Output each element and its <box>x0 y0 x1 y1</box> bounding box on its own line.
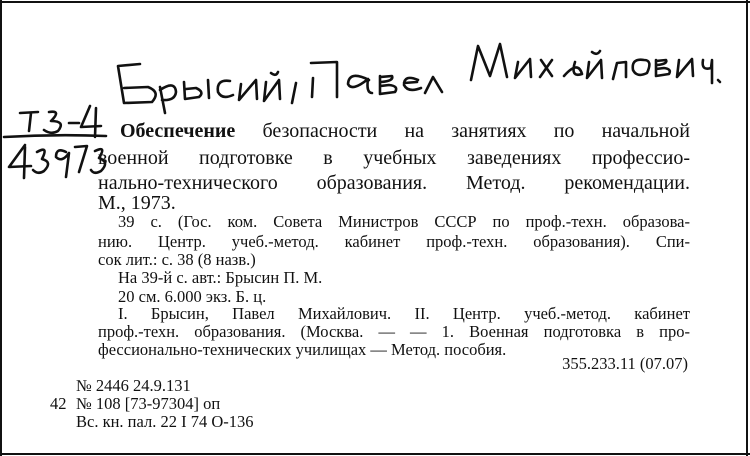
order-line: № 108 [73-97304] оп <box>76 394 221 413</box>
publication-line-1: 39 с. (Гос. ком. Совета Министров СССР по проф.-техн. образова- <box>118 212 690 231</box>
title-line-1 <box>120 118 690 144</box>
printing-line: Вс. кн. пал. 22 I 74 О-136 <box>76 412 254 431</box>
handwritten-author-name <box>118 44 720 113</box>
publication-line-2: нию. Центр. учеб.-метод. кабинет проф.-техн. образования). Спи- <box>98 232 690 251</box>
title-line-2: военной подготовке в учебных заведениях профессио- <box>98 147 690 169</box>
format-line: 20 см. 6.000 экз. Б. ц. <box>118 287 267 306</box>
tracing-line-2: проф.-техн. образования. (Москва. — — 1. Военная подготовка в про- <box>98 322 690 341</box>
record-number: № 2446 24.9.131 <box>76 376 191 395</box>
title-rest: безопасности на занятиях по начальной <box>235 120 690 142</box>
tracing-line-1: I. Брысин, Павел Михайлович. II. Центр. учеб.-метод. кабинет <box>118 304 690 323</box>
handwritten-shelf-mark <box>4 106 106 178</box>
order-prefix: 42 <box>50 394 67 413</box>
title-line-4: М., 1973. <box>98 192 176 214</box>
classification: 355.233.11 (07.07) <box>562 354 688 373</box>
publication-line-3: сок лит.: с. 38 (8 назв.) <box>98 250 256 269</box>
tracing-line-3: фессионально-технических училищах — Метод. пособия. <box>98 340 507 359</box>
author-note: На 39-й с. авт.: Брысин П. М. <box>118 268 323 287</box>
title-lead: Обеспечение <box>120 120 236 142</box>
title-line-3: нально-технического образования. Метод. рекомендации. <box>98 172 690 194</box>
